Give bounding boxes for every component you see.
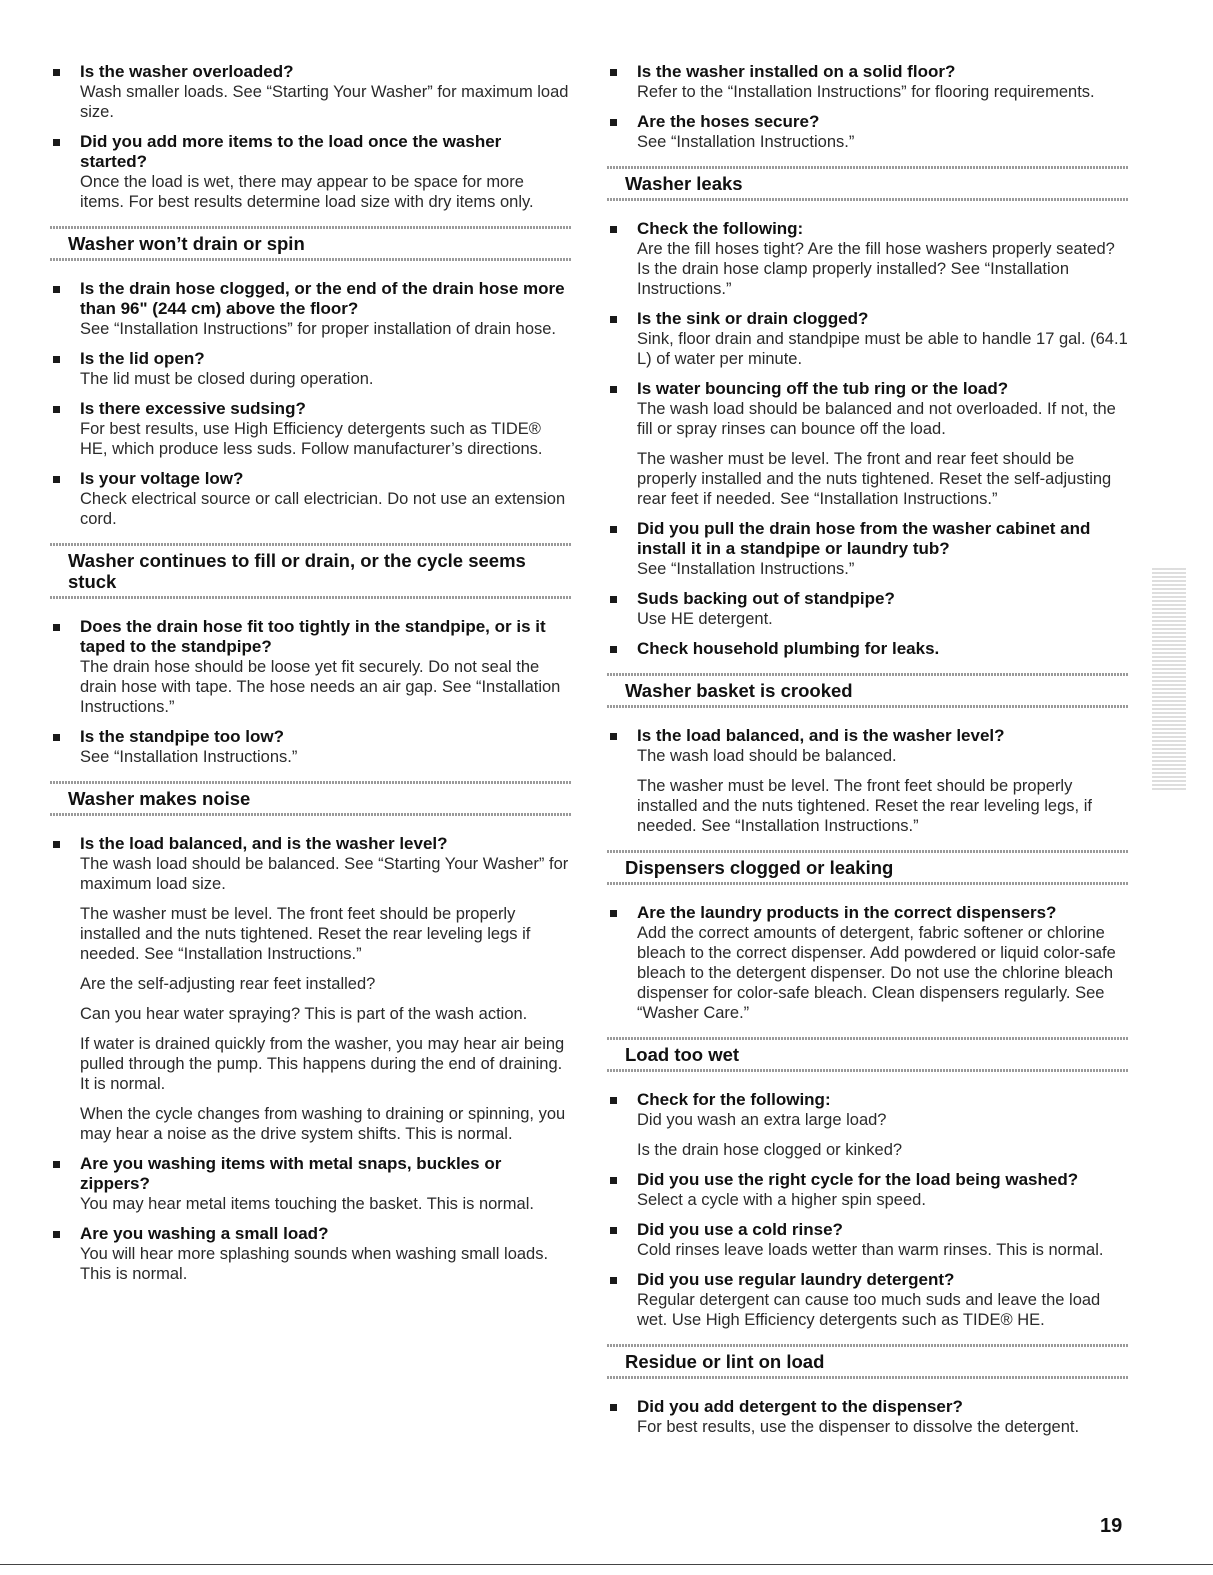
square-bullet-icon [610, 226, 617, 233]
square-bullet-icon [53, 1231, 60, 1238]
item-answer: Did you wash an extra large load? [637, 1111, 887, 1129]
square-bullet-icon [610, 526, 617, 533]
troubleshooting-item [607, 1170, 1129, 1210]
item-answer: The washer must be level. The front and rear feet should be properly installed and the nuts tightened. Reset the self-adjusting rear feet if needed. See “Installation Instructions.” [637, 450, 1112, 508]
item-answer: Refer to the “Installation Instructions” for flooring requirements. [637, 83, 1095, 101]
item-question: Suds backing out of standpipe? [637, 589, 895, 608]
section-heading: Dispensers clogged or leaking [607, 850, 1129, 885]
troubleshooting-item [607, 639, 1129, 659]
language-side-tab [1152, 568, 1186, 790]
square-bullet-icon [53, 476, 60, 483]
bottom-rule [0, 1564, 1213, 1565]
troubleshooting-item [50, 399, 572, 459]
item-answer: Cold rinses leave loads wetter than warm rinses. This is normal. [637, 1241, 1104, 1259]
item-answer: See “Installation Instructions.” [637, 560, 855, 578]
section-heading: Washer makes noise [50, 781, 572, 816]
item-answer: For best results, use the dispenser to dissolve the detergent. [637, 1418, 1080, 1436]
item-answer: Use HE detergent. [637, 610, 773, 628]
right-column [607, 62, 1129, 1447]
item-question: Did you add more items to the load once the washer started? [80, 132, 502, 171]
item-question: Are the laundry products in the correct dispensers? [637, 903, 1057, 922]
item-answer: Sink, floor drain and standpipe must be able to handle 17 gal. (64.1 L) of water per minute. [637, 330, 1128, 368]
square-bullet-icon [53, 139, 60, 146]
item-answer: The lid must be closed during operation. [80, 370, 374, 388]
square-bullet-icon [53, 406, 60, 413]
troubleshooting-item [50, 132, 572, 212]
square-bullet-icon [53, 69, 60, 76]
item-answer: Check electrical source or call electrician. Do not use an extension cord. [80, 490, 566, 528]
item-question: Is the drain hose clogged, or the end of the drain hose more than 96" (244 cm) above the floor? [80, 279, 565, 318]
item-answer: For best results, use High Efficiency detergents such as TIDE® HE, which produce less suds. Follow manufacturer’s directions. [80, 420, 543, 458]
troubleshooting-item [607, 1270, 1129, 1330]
item-question: Does the drain hose fit too tightly in the standpipe, or is it taped to the standpipe? [80, 617, 546, 656]
item-answer: The washer must be level. The front feet should be properly installed and the nuts tightened. Reset the rear leveling legs if needed. See “Installation Instructions.” [80, 905, 531, 963]
square-bullet-icon [610, 316, 617, 323]
item-question: Is your voltage low? [80, 469, 244, 488]
square-bullet-icon [53, 356, 60, 363]
item-question: Did you pull the drain hose from the washer cabinet and install it in a standpipe or laundry tub? [637, 519, 1091, 558]
item-question: Are the hoses secure? [637, 112, 820, 131]
item-question: Is the washer installed on a solid floor? [637, 62, 956, 81]
item-question: Did you use a cold rinse? [637, 1220, 843, 1239]
troubleshooting-item [50, 1154, 572, 1214]
troubleshooting-item [607, 903, 1129, 1023]
square-bullet-icon [53, 841, 60, 848]
square-bullet-icon [610, 1177, 617, 1184]
item-answer: See “Installation Instructions.” [637, 133, 855, 151]
item-answer: The wash load should be balanced. [637, 747, 897, 765]
item-question: Is water bouncing off the tub ring or the load? [637, 379, 1009, 398]
item-question: Is the load balanced, and is the washer level? [80, 834, 448, 853]
square-bullet-icon [610, 733, 617, 740]
square-bullet-icon [610, 1277, 617, 1284]
item-answer: Select a cycle with a higher spin speed. [637, 1191, 926, 1209]
section-heading: Residue or lint on load [607, 1344, 1129, 1379]
left-column [50, 62, 572, 1294]
troubleshooting-item [607, 62, 1129, 102]
troubleshooting-item [607, 379, 1129, 509]
item-answer: Wash smaller loads. See “Starting Your Washer” for maximum load size. [80, 83, 569, 121]
troubleshooting-item [607, 309, 1129, 369]
item-answer: When the cycle changes from washing to draining or spinning, you may hear a noise as the drive system shifts. This is normal. [80, 1105, 566, 1143]
square-bullet-icon [53, 734, 60, 741]
troubleshooting-item [607, 519, 1129, 579]
item-question: Is there excessive sudsing? [80, 399, 306, 418]
troubleshooting-item [50, 834, 572, 1144]
square-bullet-icon [610, 1097, 617, 1104]
square-bullet-icon [610, 910, 617, 917]
section-heading: Washer won’t drain or spin [50, 226, 572, 261]
square-bullet-icon [610, 69, 617, 76]
square-bullet-icon [610, 386, 617, 393]
troubleshooting-item [607, 1397, 1129, 1437]
item-answer: Is the drain hose clogged or kinked? [637, 1141, 903, 1159]
item-answer: You will hear more splashing sounds when washing small loads. This is normal. [80, 1245, 549, 1283]
square-bullet-icon [610, 1227, 617, 1234]
item-question: Did you add detergent to the dispenser? [637, 1397, 963, 1416]
troubleshooting-item [607, 219, 1129, 299]
troubleshooting-item [50, 62, 572, 122]
section-heading: Washer continues to fill or drain, or the cycle seems stuck [50, 543, 572, 599]
section-heading: Washer basket is crooked [607, 673, 1129, 708]
item-answer: Are the fill hoses tight? Are the fill hose washers properly seated? Is the drain hose clamp properly installed? See “Installation Instructions.” [637, 240, 1115, 298]
item-answer: Once the load is wet, there may appear to be space for more items. For best results determine load size with dry items only. [80, 173, 534, 211]
troubleshooting-item [607, 112, 1129, 152]
square-bullet-icon [53, 624, 60, 631]
troubleshooting-item [607, 589, 1129, 629]
square-bullet-icon [610, 646, 617, 653]
item-question: Are you washing items with metal snaps, buckles or zippers? [80, 1154, 502, 1193]
troubleshooting-item [50, 469, 572, 529]
troubleshooting-item [50, 349, 572, 389]
page-number: 19 [1100, 1515, 1123, 1537]
troubleshooting-item [607, 1090, 1129, 1160]
troubleshooting-item [50, 727, 572, 767]
item-answer: The wash load should be balanced and not overloaded. If not, the fill or spray rinses can bounce off the load. [637, 400, 1116, 438]
section-heading: Washer leaks [607, 166, 1129, 201]
item-question: Did you use the right cycle for the load being washed? [637, 1170, 1079, 1189]
item-question: Did you use regular laundry detergent? [637, 1270, 955, 1289]
square-bullet-icon [610, 596, 617, 603]
item-answer: See “Installation Instructions” for proper installation of drain hose. [80, 320, 557, 338]
item-answer: The drain hose should be loose yet fit securely. Do not seal the drain hose with tape. The hose needs an air gap. See “Installation Instructions.” [80, 658, 561, 716]
item-question: Is the lid open? [80, 349, 205, 368]
troubleshooting-item [50, 617, 572, 717]
item-question: Check the following: [637, 219, 804, 238]
item-question: Is the sink or drain clogged? [637, 309, 869, 328]
item-answer: The wash load should be balanced. See “Starting Your Washer” for maximum load size. [80, 855, 569, 893]
item-answer: If water is drained quickly from the washer, you may hear air being pulled through the pump. This happens during the end of draining. It is normal. [80, 1035, 565, 1093]
item-answer: The washer must be level. The front feet should be properly installed and the nuts tightened. Reset the rear leveling legs, if needed. See “Installation Instructions.” [637, 777, 1092, 835]
item-answer: Add the correct amounts of detergent, fabric softener or chlorine bleach to the correct dispenser. Add powdered or liquid color-safe bleach to the detergent dispenser. Do not use the chlorine bleach dispenser for color-safe bleach. Clean dispensers regularly. See “Washer Care.” [637, 924, 1116, 1022]
item-question: Is the washer overloaded? [80, 62, 294, 81]
troubleshooting-item [50, 279, 572, 339]
item-question: Is the load balanced, and is the washer level? [637, 726, 1005, 745]
item-answer: Regular detergent can cause too much suds and leave the load wet. Use High Efficiency detergents such as TIDE® HE. [637, 1291, 1101, 1329]
item-answer: You may hear metal items touching the basket. This is normal. [80, 1195, 534, 1213]
section-heading: Load too wet [607, 1037, 1129, 1072]
item-question: Are you washing a small load? [80, 1224, 329, 1243]
troubleshooting-item [607, 1220, 1129, 1260]
item-question: Is the standpipe too low? [80, 727, 284, 746]
item-question: Check for the following: [637, 1090, 831, 1109]
square-bullet-icon [53, 286, 60, 293]
square-bullet-icon [53, 1161, 60, 1168]
item-answer: Can you hear water spraying? This is part of the wash action. [80, 1005, 528, 1023]
troubleshooting-item [607, 726, 1129, 836]
square-bullet-icon [610, 1404, 617, 1411]
square-bullet-icon [610, 119, 617, 126]
item-answer: Are the self-adjusting rear feet installed? [80, 975, 376, 993]
item-question: Check household plumbing for leaks. [637, 639, 940, 658]
item-answer: See “Installation Instructions.” [80, 748, 298, 766]
troubleshooting-item [50, 1224, 572, 1284]
